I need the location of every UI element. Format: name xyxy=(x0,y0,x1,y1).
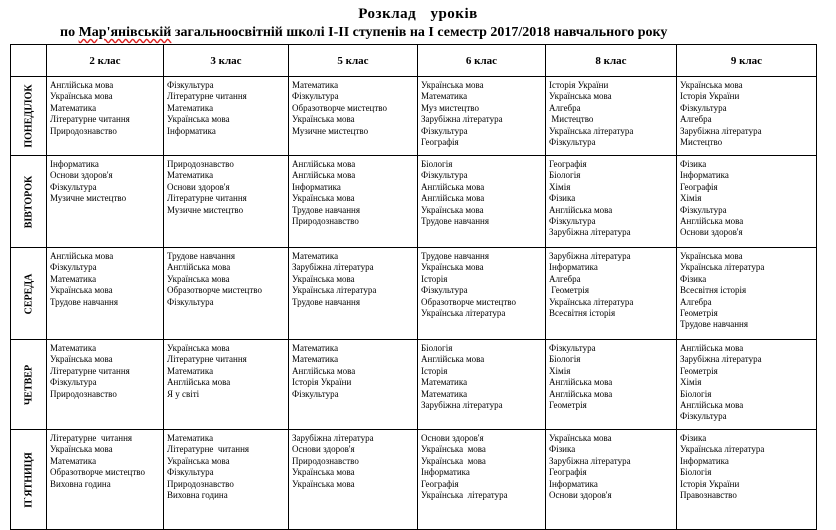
lesson-subject: Українська мова xyxy=(167,343,230,353)
lesson-subject: Українська література xyxy=(549,296,634,307)
lesson-subject: Літературне читання xyxy=(167,444,250,455)
lesson-subject: Біологія xyxy=(680,388,712,399)
lesson-subject: Англійська мова xyxy=(50,251,114,261)
lesson-subject: Хімія xyxy=(680,377,702,388)
lesson-subject: Математика xyxy=(292,343,339,353)
lesson-cell xyxy=(289,77,418,156)
lesson-subject: Хімія xyxy=(549,365,571,376)
lesson-subject: Українська література xyxy=(680,444,765,455)
lesson-subject: Математика xyxy=(167,170,214,181)
lesson-subject: Українська мова xyxy=(421,455,486,466)
lesson-subject: Алгебра xyxy=(549,102,581,113)
lesson-subject: Українська мова xyxy=(292,273,355,284)
lesson-subject: Геометрія xyxy=(680,308,718,319)
lesson-cell xyxy=(546,430,677,530)
lesson-subject: Українська мова xyxy=(680,251,743,261)
lesson-subject: Українська мова xyxy=(50,444,113,455)
lesson-subject: Хімія xyxy=(680,193,702,204)
corner-cell xyxy=(11,45,47,77)
col-header: 3 клас xyxy=(164,45,289,77)
lesson-subject: Інформатика xyxy=(421,467,470,478)
lesson-subject: Англійська мова xyxy=(50,80,114,90)
lesson-subject: Фізкультура xyxy=(421,170,468,181)
lesson-subject: Геометрія xyxy=(549,400,587,411)
lesson-subject: Українська література xyxy=(292,285,377,296)
lesson-subject: Англійська мова xyxy=(292,159,356,169)
lesson-subject: Українська мова xyxy=(292,114,355,125)
lesson-subject: Українська література xyxy=(549,125,634,136)
lesson-subject: Мистецтво xyxy=(549,114,594,125)
lesson-subject: Фізика xyxy=(680,273,707,284)
lesson-subject: Муз мистецтво xyxy=(421,102,479,113)
lesson-subject: Українська мова xyxy=(549,433,612,443)
lesson-subject: Фізкультура xyxy=(549,216,596,227)
col-header: 6 клас xyxy=(418,45,546,77)
lesson-subject: Літературне читання xyxy=(50,433,133,443)
lesson-subject: Природознавство xyxy=(292,216,359,227)
lesson-cell xyxy=(418,156,546,248)
lesson-subject: Трудове навчання xyxy=(421,216,490,227)
lesson-subject: Географія xyxy=(680,181,718,192)
lesson-subject: Геометрія xyxy=(549,285,589,296)
lesson-cell xyxy=(289,430,418,530)
day-row xyxy=(11,340,817,430)
lesson-subject: Фізкультура xyxy=(167,80,214,90)
lesson-subject: Українська мова xyxy=(292,478,355,489)
lesson-subject: Математика xyxy=(292,251,339,261)
lesson-subject: Зарубіжна література xyxy=(549,227,631,238)
lesson-subject: Англійська мова xyxy=(549,388,613,399)
lesson-cell xyxy=(418,77,546,156)
lesson-subject: Українська мова xyxy=(680,80,743,90)
lesson-subject: Біологія xyxy=(421,343,453,353)
day-name: ПОНЕДІЛОК xyxy=(23,84,34,148)
lesson-subject: Українська мова xyxy=(292,467,355,478)
lesson-subject: Українська мова xyxy=(292,193,355,204)
lesson-subject: Фізкультура xyxy=(421,285,468,296)
lesson-subject: Історія України xyxy=(680,91,740,102)
col-header: 2 клас xyxy=(47,45,164,77)
lesson-cell xyxy=(546,248,677,340)
lesson-subject: Інформатика xyxy=(50,159,99,169)
lesson-cell xyxy=(546,156,677,248)
lesson-subject: Історія України xyxy=(549,80,609,90)
lesson-subject: Фізика xyxy=(549,193,576,204)
lesson-cell xyxy=(164,340,289,430)
lesson-cell xyxy=(289,248,418,340)
lesson-subject: Біологія xyxy=(680,467,712,478)
day-label-cell xyxy=(11,77,47,156)
lesson-cell xyxy=(418,430,546,530)
lesson-subject: Фізика xyxy=(680,159,707,169)
lesson-subject: Фізкультура xyxy=(549,343,596,353)
lesson-subject: Геометрія xyxy=(680,365,718,376)
lesson-subject: Математика xyxy=(292,80,339,90)
lesson-subject: Англійська мова xyxy=(167,377,231,388)
lesson-subject: Інформатика xyxy=(549,478,598,489)
lesson-subject: Математика xyxy=(421,388,468,399)
lesson-subject: Природознавство xyxy=(50,125,117,136)
lesson-subject: Англійська мова xyxy=(421,354,485,365)
lesson-subject: Географія xyxy=(549,159,587,169)
lesson-subject: Музичне мистецтво xyxy=(50,193,127,204)
day-label-cell xyxy=(11,340,47,430)
lesson-subject: Англійська мова xyxy=(167,262,231,273)
col-header: 9 клас xyxy=(677,45,817,77)
lesson-subject: Фізкультура xyxy=(292,91,339,102)
lesson-subject: Зарубіжна література xyxy=(680,354,762,365)
day-name: ВІВТОРОК xyxy=(23,175,34,228)
lesson-subject: Основи здоров'я xyxy=(50,170,113,181)
lesson-cell xyxy=(47,77,164,156)
lesson-subject: Музичне мистецтво xyxy=(167,204,244,215)
lesson-subject: Фізкультура xyxy=(50,262,97,273)
lesson-subject: Фізкультура xyxy=(680,102,727,113)
day-row xyxy=(11,156,817,248)
schedule-title xyxy=(0,6,836,23)
lesson-subject: Історія xyxy=(421,365,448,376)
lesson-subject: Літературне читання xyxy=(50,365,130,376)
lesson-cell xyxy=(418,340,546,430)
lesson-subject: Математика xyxy=(50,343,97,353)
lesson-subject: Природознавство xyxy=(50,388,117,399)
lesson-subject: Трудове навчання xyxy=(680,319,749,330)
lesson-subject: Українська мова xyxy=(167,273,230,284)
lesson-subject: Природознавство xyxy=(167,478,234,489)
lesson-subject: Образотворче мистецтво xyxy=(421,296,516,307)
lesson-subject: Українська література xyxy=(421,490,508,501)
lesson-subject: Українська мова xyxy=(167,114,230,125)
lesson-subject: Українська мова xyxy=(50,354,113,365)
lesson-subject: Математика xyxy=(421,91,468,102)
day-row xyxy=(11,248,817,340)
day-name: П`ЯТНИЦЯ xyxy=(23,451,34,508)
lesson-subject: Алгебра xyxy=(680,296,712,307)
lesson-subject: Історія xyxy=(421,273,448,284)
lesson-subject: Фізкультура xyxy=(292,388,339,399)
lesson-subject: Англійська мова xyxy=(680,216,744,227)
lesson-subject: Біологія xyxy=(549,170,581,181)
lesson-subject: Алгебра xyxy=(680,114,712,125)
lesson-subject: Трудове навчання xyxy=(421,251,490,261)
lesson-subject: Образотворче мистецтво xyxy=(167,285,262,296)
lesson-subject: Образотворче мистецтво xyxy=(50,467,145,478)
lesson-subject: Англійська мова xyxy=(549,377,613,388)
lesson-subject: Основи здоров'я xyxy=(167,181,230,192)
lesson-cell xyxy=(289,156,418,248)
lesson-subject: Англійська мова xyxy=(549,204,613,215)
lesson-subject: Англійська мова xyxy=(292,170,356,181)
col-header: 8 клас xyxy=(546,45,677,77)
lesson-cell xyxy=(418,248,546,340)
lesson-subject: Трудове навчання xyxy=(167,251,236,261)
day-name: СЕРЕДА xyxy=(23,273,34,314)
lesson-cell xyxy=(164,430,289,530)
title-word-1: Розклад xyxy=(358,6,417,22)
lesson-subject: Фізика xyxy=(549,444,576,455)
lesson-subject: Фізкультура xyxy=(167,467,214,478)
lesson-subject: Алгебра xyxy=(549,273,581,284)
lesson-subject: Фізкультура xyxy=(421,125,468,136)
day-name: ЧЕТВЕР xyxy=(23,364,34,405)
lesson-subject: Всесвітня історія xyxy=(680,285,747,296)
lesson-subject: Зарубіжна література xyxy=(292,262,374,273)
lesson-subject: Всесвітня історія xyxy=(549,308,616,319)
lesson-cell xyxy=(47,430,164,530)
lesson-subject: Виховна година xyxy=(167,490,228,501)
schedule-table xyxy=(10,44,817,530)
subtitle-rest: загальноосвітній школі І-ІІ ступенів на І семестр 2017/2018 навчального року xyxy=(171,25,668,40)
lesson-subject: Українська мова xyxy=(421,444,486,455)
lesson-cell xyxy=(47,340,164,430)
lesson-subject: Інформатика xyxy=(167,125,216,136)
header-row xyxy=(11,45,817,77)
title-word-2: уроків xyxy=(430,6,478,22)
lesson-subject: Математика xyxy=(167,102,214,113)
lesson-subject: Інформатика xyxy=(680,455,729,466)
lesson-cell xyxy=(677,430,817,530)
lesson-cell xyxy=(164,156,289,248)
lesson-subject: Географія xyxy=(421,137,459,148)
lesson-subject: Англійська мова xyxy=(680,343,744,353)
lesson-subject: Математика xyxy=(50,102,97,113)
lesson-subject: Природознавство xyxy=(292,455,359,466)
lesson-subject: Трудове навчання xyxy=(50,296,119,307)
lesson-subject: Історія України xyxy=(292,377,352,388)
lesson-subject: Зарубіжна література xyxy=(292,433,374,443)
lesson-subject: Українська мова xyxy=(50,91,113,102)
lesson-subject: Правознавство xyxy=(680,490,737,501)
lesson-subject: Я у світі xyxy=(167,388,200,399)
lesson-subject: Англійська мова xyxy=(292,365,356,376)
lesson-subject: Зарубіжна література xyxy=(421,114,503,125)
lesson-subject: Географія xyxy=(549,467,587,478)
lesson-subject: Літературне читання xyxy=(167,193,247,204)
lesson-subject: Зарубіжна література xyxy=(549,455,631,466)
lesson-cell xyxy=(677,340,817,430)
lesson-subject: Трудове навчання xyxy=(292,204,361,215)
day-row xyxy=(11,430,817,530)
lesson-subject: Математика xyxy=(167,365,214,376)
lesson-subject: Українська мова xyxy=(50,285,113,296)
lesson-subject: Літературне читання xyxy=(50,114,130,125)
lesson-subject: Мистецтво xyxy=(680,137,723,148)
lesson-subject: Виховна година xyxy=(50,478,111,489)
lesson-subject: Літературне читання xyxy=(167,354,247,365)
lesson-cell xyxy=(677,248,817,340)
lesson-subject: Математика xyxy=(292,354,339,365)
lesson-subject: Зарубіжна література xyxy=(549,251,631,261)
lesson-subject: Фізика xyxy=(680,433,707,443)
lesson-subject: Англійська мова xyxy=(680,400,744,411)
lesson-subject: Основи здоров'я xyxy=(292,444,355,455)
lesson-subject: Фізкультура xyxy=(549,137,596,148)
lesson-subject: Географія xyxy=(421,478,459,489)
lesson-subject: Українська література xyxy=(421,308,506,319)
lesson-subject: Зарубіжна література xyxy=(680,125,762,136)
lesson-subject: Фізкультура xyxy=(50,377,97,388)
lesson-subject: Фізкультура xyxy=(50,181,97,192)
lesson-cell xyxy=(546,340,677,430)
lesson-subject: Інформатика xyxy=(680,170,729,181)
lesson-subject: Українська мова xyxy=(421,262,484,273)
lesson-subject: Трудове навчання xyxy=(292,296,361,307)
day-label-cell xyxy=(11,248,47,340)
day-row xyxy=(11,77,817,156)
subtitle-prefix: по xyxy=(60,25,79,40)
lesson-subject: Інформатика xyxy=(549,262,598,273)
lesson-cell xyxy=(164,77,289,156)
lesson-subject: Історія України xyxy=(680,478,740,489)
lesson-subject: Основи здоров'я xyxy=(421,433,484,443)
lesson-subject: Англійська мова xyxy=(421,181,485,192)
lesson-cell xyxy=(47,248,164,340)
lesson-subject: Українська література xyxy=(680,262,765,273)
col-header: 5 клас xyxy=(289,45,418,77)
lesson-subject: Основи здоров'я xyxy=(680,227,743,238)
lesson-subject: Основи здоров'я xyxy=(549,490,612,501)
lesson-subject: Українська мова xyxy=(167,455,230,466)
lesson-subject: Англійська мова xyxy=(421,193,485,204)
lesson-subject: Українська мова xyxy=(421,204,484,215)
lesson-cell xyxy=(289,340,418,430)
lesson-subject: Українська мова xyxy=(549,91,612,102)
lesson-subject: Фізкультура xyxy=(167,296,214,307)
lesson-cell xyxy=(164,248,289,340)
schedule-subtitle xyxy=(60,25,667,41)
lesson-subject: Літературне читання xyxy=(167,91,247,102)
lesson-cell xyxy=(677,77,817,156)
lesson-subject: Математика xyxy=(167,433,214,443)
lesson-subject: Фізкультура xyxy=(680,204,727,215)
lesson-subject: Біологія xyxy=(549,354,581,365)
lesson-subject: Інформатика xyxy=(292,181,341,192)
lesson-cell xyxy=(677,156,817,248)
lesson-subject: Математика xyxy=(421,377,468,388)
lesson-cell xyxy=(47,156,164,248)
lesson-cell xyxy=(546,77,677,156)
lesson-subject: Хімія xyxy=(549,181,571,192)
lesson-subject: Образотворче мистецтво xyxy=(292,102,387,113)
lesson-subject: Математика xyxy=(50,273,97,284)
day-label-cell xyxy=(11,156,47,248)
lesson-subject: Фізкультура xyxy=(680,411,727,422)
lesson-subject: Біологія xyxy=(421,159,453,169)
lesson-subject: Музичне мистецтво xyxy=(292,125,369,136)
lesson-subject: Зарубіжна література xyxy=(421,400,503,411)
day-label-cell xyxy=(11,430,47,530)
school-name: Мар'янівській xyxy=(78,25,172,40)
lesson-subject: Українська мова xyxy=(421,80,484,90)
lesson-subject: Математика xyxy=(50,455,97,466)
lesson-subject: Природознавство xyxy=(167,159,234,169)
